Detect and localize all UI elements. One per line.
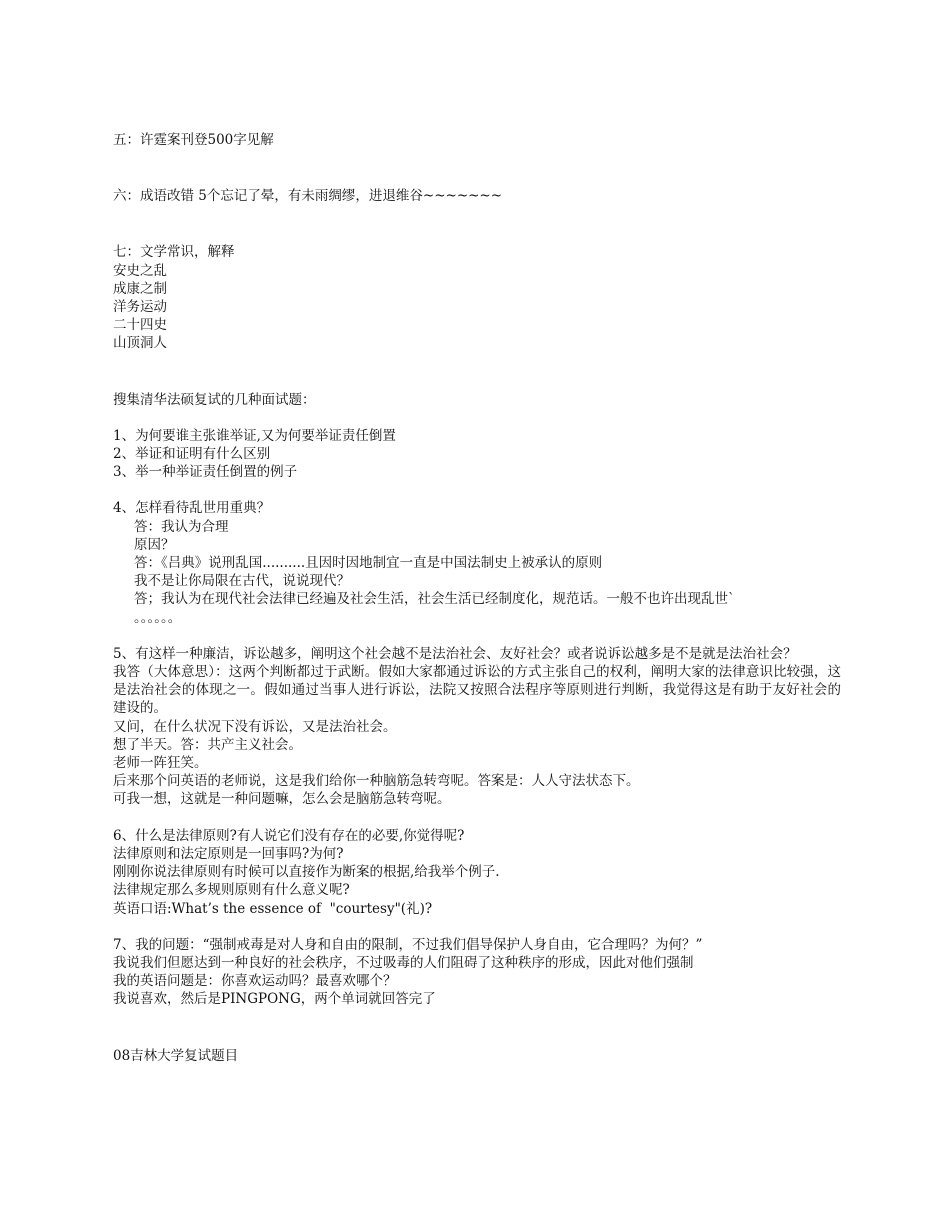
list-item: 安史之乱 [113,262,167,279]
answer-line: 。。。。。。 [134,609,182,626]
answer-line: 我不是让你局限在古代，说说现代？ [134,573,350,590]
answer-line: 我的英语问题是：你喜欢运动吗？最喜欢哪个？ [113,973,397,990]
answer-line: 想了半天。答：共产主义社会。 [113,736,302,753]
tsinghua-title: 搜集清华法硕复试的几种面试题： [113,391,316,408]
list-item: 山顶洞人 [113,335,167,352]
answer-line: 可我一想，这就是一种问题嘛，怎么会是脑筋急转弯呢。 [113,791,451,808]
answer-line: 我说喜欢，然后是PINGPONG，两个单词就回答完了 [113,991,436,1008]
question-7: 7、我的问题：“强制戒毒是对人身和自由的限制，不过我们倡导保护人身自由，它合理吗？为何？” [113,936,703,953]
question-5: 5、有这样一种廉洁，诉讼越多，阐明这个社会越不是法治社会、友好社会？或者说诉讼越多是不是就是法治社会？ [113,645,797,662]
document-page [113,131,841,1065]
question-1: 1、为何要谁主张谁举证,又为何要举证责任倒置 [113,427,396,444]
answer-line: 又问，在什么状况下没有诉讼，又是法治社会。 [113,718,397,735]
question-2: 2、举证和证明有什么区别 [113,446,271,463]
answer-line: 我说我们但愿达到一种良好的社会秩序，不过吸毒的人们阻碍了这种秩序的形成，因此对他们强制 [113,954,694,971]
section-7-heading: 七：文学常识，解释 [113,244,235,261]
answer-line: 刚刚你说法律原则有时候可以直接作为断案的根据,给我举个例子. [113,864,500,881]
list-item: 成康之制 [113,280,167,297]
answer-line: 答：《吕典》说刑乱国..........且因时因地制宜一直是中国法制史上被承认的原则 [134,555,603,572]
answer-line: 老师一阵狂笑。 [113,755,208,772]
list-item: 洋务运动 [113,299,167,316]
section-5-heading: 五：许霆案刊登500字见解 [113,132,274,148]
spacer [113,918,841,936]
answer-line: 英语口语:What’s the essence of "courtesy"(礼)? [113,900,433,917]
spacer [113,149,841,187]
spacer [113,627,841,645]
spacer [113,205,841,243]
spacer [113,1009,841,1047]
list-item: 二十四史 [113,317,167,334]
answer-line: 答；我认为在现代社会法律已经遍及社会生活，社会生活已经制度化，规范话。一般不也许出现乱世` [134,591,735,608]
jilin-title: 08吉林大学复试题目 [113,1047,239,1064]
answer-line: 后来那个问英语的老师说，这是我们给你一种脑筋急转弯呢。答案是：人人守法状态下。 [113,773,640,790]
section-6-heading: 六：成语改错 5个忘记了晕，有未雨绸缪，进退维谷~~~~~~~ [113,188,503,205]
answer-paragraph: 我答（大体意思）：这两个判断都过于武断。假如大家都通过诉讼的方式主张自己的权利，阐明大家的法律意识比较强，这是法治社会的体现之一。假如通过当事人进行诉讼，法院又按照合法程序等原则进行判断，我觉得这是有助于友好社会的建设的。 [113,664,841,717]
spacer [113,353,841,391]
answer-line: 答：我认为合理 [134,518,229,535]
answer-line: 法律规定那么多规则原则有什么意义呢? [113,882,350,899]
spacer [113,809,841,827]
question-4: 4、怎样看待乱世用重典？ [113,500,271,517]
spacer [113,481,841,499]
question-6: 6、什么是法律原则?有人说它们没有存在的必要,你觉得呢? [113,827,465,844]
question-3: 3、举一种举证责任倒置的例子 [113,464,298,481]
answer-line: 原因？ [134,536,175,553]
spacer [113,409,841,427]
answer-line: 法律原则和法定原则是一回事吗?为何? [113,845,344,862]
